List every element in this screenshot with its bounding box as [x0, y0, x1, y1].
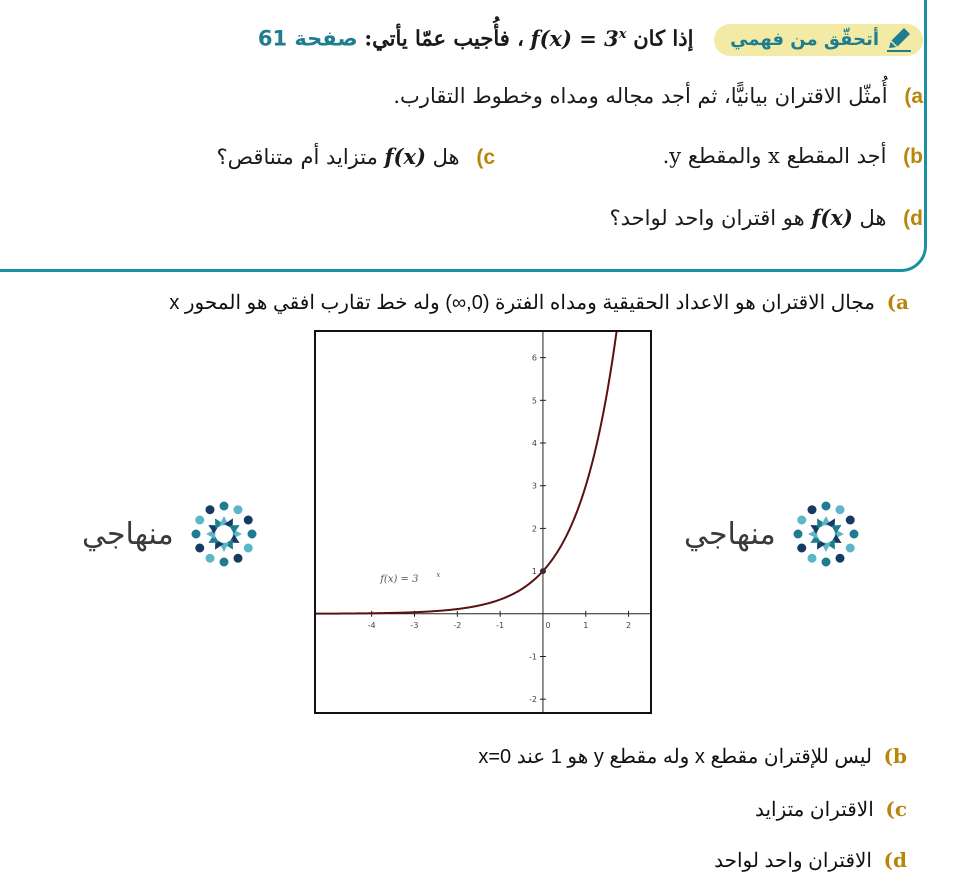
watermark-right-text: منهاجي [684, 516, 776, 552]
question-d-pre: هل [859, 206, 887, 230]
question-d-post: هو اقتران واحد لواحد؟ [609, 206, 805, 230]
y-tick-label: 4 [531, 439, 537, 449]
answer-d-text: الاقتران واحد لواحد [714, 850, 872, 872]
x-tick-label: 0 [545, 620, 551, 630]
x-tick-label: -2 [453, 620, 462, 630]
answer-d [714, 848, 907, 873]
answer-a-text: مجال الاقتران هو الاعداد الحقيقية ومداه الفترة (0,∞) وله خط تقارب افقي هو المحور x [169, 292, 875, 314]
watermark-left [82, 494, 264, 574]
question-post: ، فأُجيب عمّا يأتي: [364, 25, 524, 51]
answer-b-text: ليس للإقتران مقطع x وله مقطع y هو 1 عند x=0 [478, 746, 872, 768]
x-tick-label: -3 [410, 620, 419, 630]
question-a [393, 84, 923, 109]
function-expression: $f(x) = 3^x$ [530, 25, 627, 51]
graph-legend-exponent: x [436, 570, 441, 579]
graph-legend: f(x) = 3 [380, 573, 419, 585]
question-c-label: c) [476, 146, 495, 169]
x-tick-label: -4 [367, 620, 376, 630]
question-c [217, 144, 495, 170]
question-c-post: متزايد أم متناقص؟ [216, 145, 378, 169]
answer-d-label: d) [883, 848, 907, 872]
question-a-text: أُمثّل الاقتران بيانيًّا، ثم أجد مجاله ومداه وخطوط التقارب. [393, 84, 888, 108]
y-tick-label: -1 [528, 652, 537, 662]
answer-a [169, 290, 909, 315]
badge-label: أتحقّق من فهمي [730, 28, 879, 50]
x-tick-label: -1 [496, 620, 505, 630]
x-tick-label: 1 [583, 620, 589, 630]
y-tick-label: 3 [531, 481, 537, 491]
answer-c [755, 797, 907, 822]
question-b-text: أجد المقطع x والمقطع y. [662, 144, 887, 168]
page-reference: صفحة 61 [257, 26, 358, 51]
question-d-label: d) [903, 207, 923, 230]
graph-svg [316, 332, 650, 712]
y-tick-label: -2 [528, 695, 537, 705]
question-a-label: a) [904, 85, 923, 108]
y-tick-label: 1 [531, 567, 537, 577]
question-d-fx: f(x) [811, 205, 853, 230]
question-b-label: b) [903, 145, 923, 168]
pencil-icon [885, 26, 913, 52]
question-d [609, 205, 923, 231]
answer-b [478, 744, 907, 769]
answer-c-label: c) [885, 797, 907, 821]
answer-b-label: b) [883, 744, 907, 768]
y-tick-label: 6 [531, 353, 537, 363]
y-tick-label: 5 [531, 396, 537, 406]
watermark-left-text: منهاجي [82, 516, 174, 552]
answer-a-label: a) [886, 290, 909, 314]
function-curve [316, 332, 619, 614]
header-row [258, 24, 923, 56]
y-tick-label: 2 [531, 524, 537, 534]
y-intercept-point [540, 568, 546, 574]
x-tick-label: 2 [626, 620, 632, 630]
check-understanding-badge [714, 24, 923, 56]
question-b [663, 144, 923, 169]
answer-c-text: الاقتران متزايد [754, 799, 874, 821]
question-c-pre: هل [432, 145, 460, 169]
manhaji-logo-icon [786, 494, 866, 574]
function-graph [314, 330, 652, 714]
question-c-fx: f(x) [384, 144, 426, 169]
watermark-right [684, 494, 866, 574]
question-pre: إذا كان [633, 25, 694, 51]
manhaji-logo-icon [184, 494, 264, 574]
